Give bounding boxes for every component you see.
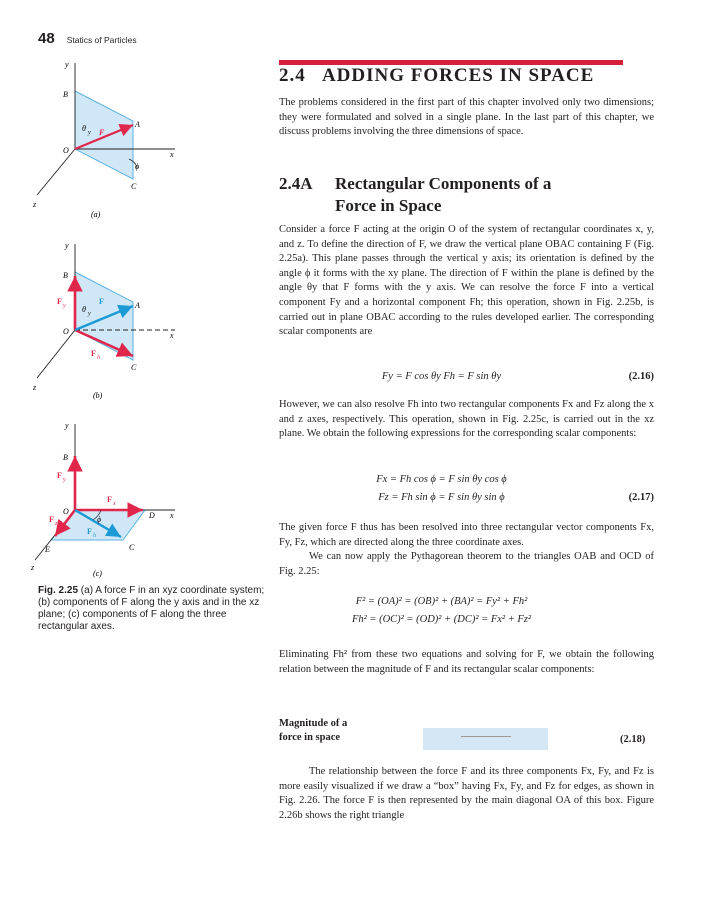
label-Fy: F: [57, 471, 62, 480]
subsection-heading: [279, 173, 659, 217]
axis-label-x: x: [170, 511, 174, 520]
figure-caption-label: Fig. 2.25: [38, 585, 79, 596]
point-E: E: [45, 545, 50, 554]
equation-2-16-number: (2.16): [628, 371, 654, 382]
point-C: C: [131, 182, 137, 191]
label-Fh: F: [91, 349, 96, 358]
label-Fy-sub: y: [63, 477, 66, 483]
axis-label-z: z: [33, 200, 37, 209]
axis-label-z: z: [31, 563, 35, 572]
equation-2-18-box: [423, 728, 548, 750]
section-title: ADDING FORCES IN SPACE: [321, 65, 595, 86]
margin-note-line1: Magnitude of a: [279, 718, 348, 729]
section-heading: [279, 65, 594, 87]
running-head: Statics of Particles: [66, 35, 137, 45]
subsection-number: 2.4A: [279, 174, 313, 193]
figure-tag-c: (c): [93, 569, 102, 578]
equation-pyth-2: [279, 614, 654, 629]
axis-label-y: y: [65, 421, 69, 430]
axis-label-x: x: [170, 150, 174, 159]
point-A: A: [135, 120, 140, 129]
label-theta-sub: y: [88, 311, 91, 317]
paragraph-resolve: However, we can also resolve Fh into two rectangular components Fx and Fz along the x and z axes, respectively. This operation, shown in Fig. 2.25c, is carried out in the xz plane. We obtain the following expressions for the corresponding scalar components:: [279, 399, 654, 440]
axis-label-x: x: [170, 331, 174, 340]
label-Fy-sub: y: [63, 303, 66, 309]
point-C: C: [131, 363, 137, 372]
equation-2-17a-expr: Fx = Fh cos ϕ = F sin θy cos ϕ: [376, 474, 507, 485]
label-Fh-sub: h: [93, 533, 96, 539]
label-F: F: [99, 297, 104, 306]
label-F: F: [99, 128, 105, 137]
figure-tag-a: (a): [91, 210, 101, 219]
figure-caption-text: (a) A force F in an xyz coordinate system; (b) components of F along the y axis and in the xz plane; (c) components of F along the three rectangular axes.: [38, 585, 265, 632]
point-O: O: [63, 146, 69, 155]
subsection-title-line2: Force in Space: [335, 196, 442, 215]
label-theta: θ: [82, 124, 86, 133]
page-header: [38, 30, 137, 48]
figure-2-25a: [25, 55, 185, 225]
point-B: B: [63, 90, 68, 99]
figure-2-25c: [25, 418, 185, 583]
section-number: 2.4: [279, 65, 306, 86]
subsection-title-line1: Rectangular Components of a: [335, 174, 552, 193]
point-C: C: [129, 543, 135, 552]
label-Fz-sub: z: [55, 521, 58, 527]
paragraph-intro: The problems considered in the first part of this chapter involved only two dimensions; they were formulated and solved in a single plane. In the last part of this chapter, we discuss problems involving the three dimensions of space.: [279, 97, 654, 138]
figure-tag-b: (b): [93, 391, 103, 400]
axis-label-y: y: [65, 60, 69, 69]
paragraph-pythagorean: We can now apply the Pythagorean theorem to the triangles OAB and OCD of Fig. 2.25:: [279, 551, 654, 577]
label-phi: ϕ: [135, 162, 140, 171]
equation-2-17b-expr: Fz = Fh sin ϕ = F sin θy sin ϕ: [378, 492, 505, 503]
point-B: B: [63, 453, 68, 462]
equation-2-17-number: (2.17): [628, 492, 654, 503]
margin-note: [279, 717, 347, 745]
equation-pyth-1-expr: F² = (OA)² = (OB)² + (BA)² = Fy² + Fh²: [355, 596, 528, 607]
figure-2-25b: [25, 238, 185, 408]
page-number: 48: [38, 30, 55, 47]
equation-2-17b: [279, 492, 654, 507]
point-B: B: [63, 271, 68, 280]
label-Fx-sub: x: [113, 501, 116, 507]
label-Fy: F: [57, 297, 62, 306]
equation-2-16: [279, 371, 654, 386]
paragraph-box: The relationship between the force F and its three components Fx, Fy, and Fz is more easily visualized if we draw a “box” having Fx, Fy, and Fz for edges, as shown in Fig. 2.26. The force F is then represented by the main diagonal OA of this box. Figure 2.26b shows the right triangle: [279, 766, 654, 821]
figure-caption: [38, 585, 266, 633]
equation-2-18-number: (2.18): [620, 734, 646, 745]
label-theta-sub: y: [88, 130, 91, 136]
equation-2-17a: [279, 474, 654, 489]
label-theta: θ: [82, 305, 86, 314]
point-A: A: [135, 301, 140, 310]
point-D: D: [149, 511, 155, 520]
label-Fz: F: [49, 515, 54, 524]
point-O: O: [63, 507, 69, 516]
label-Fh: F: [87, 527, 92, 536]
margin-note-line2: force in space: [279, 732, 341, 743]
label-Fx: F: [107, 495, 112, 504]
paragraph-components: The given force F thus has been resolved into three rectangular vector components Fx, Fy, Fz, which are directed along the three coordinate axes.: [279, 522, 654, 548]
paragraph-eliminate: Eliminating Fh² from these two equations and solving for F, we obtain the following relation between the magnitude of F and its rectangular scalar components:: [279, 649, 654, 675]
paragraph-definition: Consider a force F acting at the origin O of the system of rectangular coordinates x, y, and z. To define the direction of F, we draw the vertical plane OBAC containing F (Fig. 2.25a). This plane passes through the vertical y axis; its orientation is defined by the angle ϕ it forms with the xy plane. The direction of F within the plane is defined by the angle θy that F forms with the y axis. We can resolve the force F into a vertical component Fy and a horizontal component Fh; this operation, shown in Fig. 2.25b, is carried out in plane OBAC according to the rules developed earlier. The corresponding scalar components are: [279, 224, 654, 338]
equation-pyth-1: [279, 596, 654, 611]
label-phi: ϕ: [97, 515, 102, 524]
equation-2-16-expr: Fy = F cos θy Fh = F sin θy: [381, 371, 502, 382]
equation-pyth-2-expr: Fh² = (OC)² = (OD)² + (DC)² = Fx² + Fz²: [351, 614, 532, 625]
point-O: O: [63, 327, 69, 336]
axis-label-y: y: [65, 241, 69, 250]
axis-label-z: z: [33, 383, 37, 392]
label-Fh-sub: h: [97, 355, 100, 361]
